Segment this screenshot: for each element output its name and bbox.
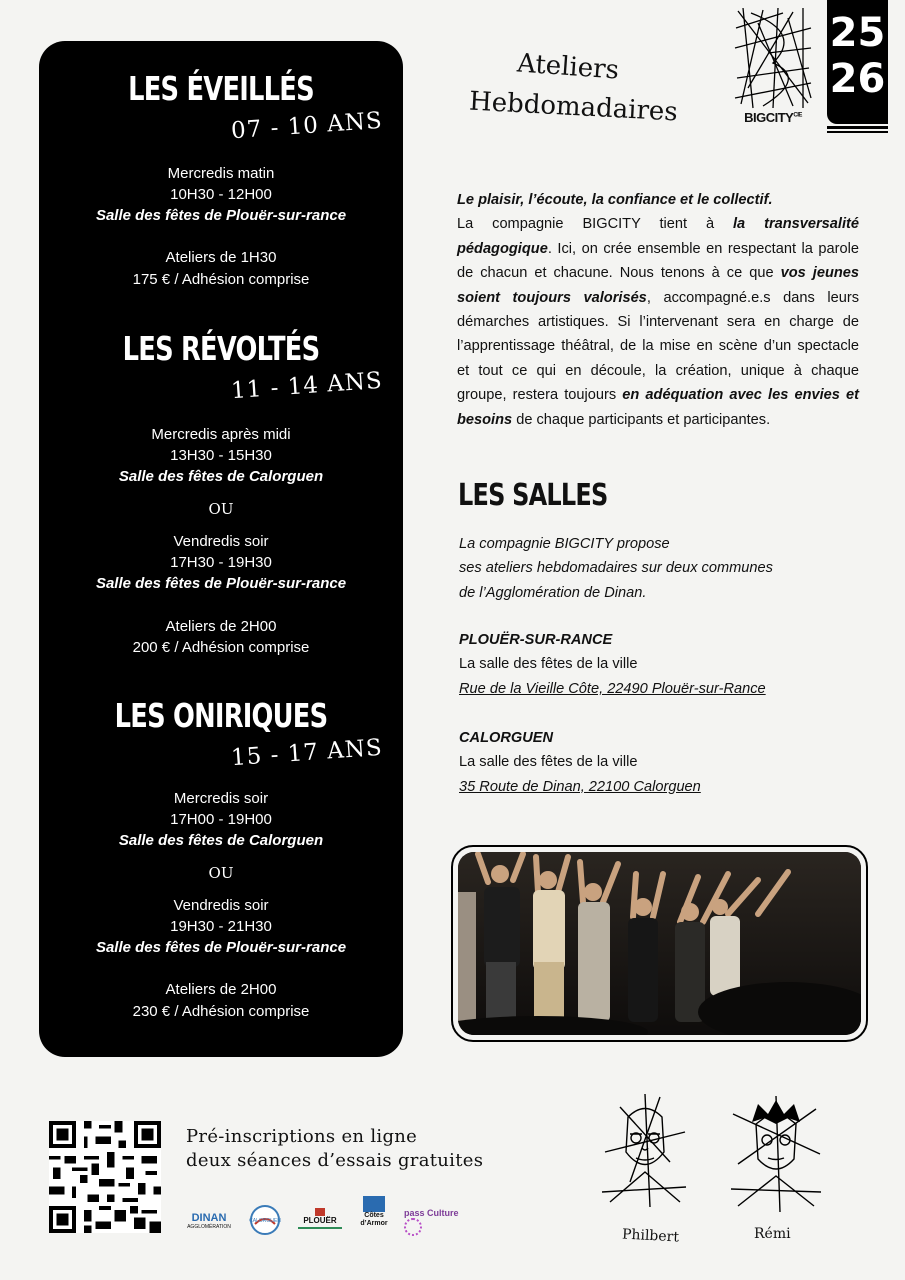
intro-lead: Le plaisir, l’écoute, la confiance et le collectif. bbox=[457, 192, 773, 208]
partner-plouer-logo: PLOUËR bbox=[298, 1208, 342, 1229]
qr-code-icon[interactable] bbox=[49, 1121, 161, 1233]
group-ages-oniriques: 15 - 17 ANS bbox=[230, 734, 384, 772]
slot-day: Mercredis après midi bbox=[151, 426, 291, 443]
preinscription-note bbox=[186, 1125, 483, 1173]
slot-day: Mercredis matin bbox=[167, 165, 275, 182]
salles-intro bbox=[459, 532, 879, 605]
intro-highlight: la transversalité pédagogique bbox=[457, 216, 859, 257]
intro-text: La compagnie BIGCITY tient à bbox=[457, 216, 733, 233]
workshops-panel bbox=[39, 41, 403, 1057]
workshop-duration: Ateliers de 2H00 bbox=[165, 618, 277, 635]
slot-time: 19H30 - 21H30 bbox=[170, 918, 272, 935]
group-title-revoltes: LES RÉVOLTÉS bbox=[122, 329, 320, 368]
slot-time: 10H30 - 12H00 bbox=[170, 186, 272, 203]
title-hebdomadaires: Hebdomadaires bbox=[468, 86, 679, 128]
stage-photo bbox=[458, 852, 861, 1035]
slot-venue: Salle des fêtes de Calorguen bbox=[118, 832, 324, 849]
venue-address-link[interactable]: Rue de la Vieille Côte, 22490 Plouër-sur-Rance bbox=[459, 680, 766, 697]
partner-calorguen-logo: CALORGUEN bbox=[246, 1204, 284, 1224]
season-year-bottom: 26 bbox=[829, 56, 886, 102]
workshop-duration: Ateliers de 2H00 bbox=[165, 981, 277, 998]
group-ages-revoltes: 11 - 14 ANS bbox=[230, 367, 384, 405]
venue-plouer bbox=[459, 628, 879, 701]
slot-time: 17H00 - 19H00 bbox=[170, 811, 272, 828]
partner-pass-culture-logo: pass Culture bbox=[404, 1208, 460, 1236]
stage-photo-image bbox=[458, 852, 861, 1035]
slot-day: Vendredis soir bbox=[173, 897, 269, 914]
venue-town: CALORGUEN bbox=[459, 730, 554, 746]
intro-text: , accompagné.e.s dans leurs démarches artistiques. Si l’intervenant sera en charge de l’apprentissage théâtral, de la mise en scène d’un spectacle et tout ce qui en découle, la création, unique à chaque groupe, restera toujours bbox=[457, 289, 859, 404]
portrait-remi-icon bbox=[728, 1094, 824, 1214]
season-year-top: 25 bbox=[829, 10, 886, 56]
slot-day: Vendredis soir bbox=[173, 533, 269, 550]
venue-place: La salle des fêtes de la ville bbox=[459, 754, 638, 771]
partner-cotes-armor-logo: Côtes d’Armor bbox=[359, 1196, 389, 1228]
venue-town: PLOUËR-SUR-RANCE bbox=[459, 632, 613, 648]
preinscription-line: deux séances d’essais gratuites bbox=[186, 1150, 484, 1171]
or-separator: OU bbox=[208, 864, 234, 882]
salles-intro-line: ses ateliers hebdomadaires sur deux communes bbox=[459, 560, 773, 577]
intro-text: . Ici, on crée ensemble en respectant la parole de chacun et chacune. Nous tenons à ce que bbox=[457, 240, 859, 282]
slot-venue: Salle des fêtes de Calorguen bbox=[118, 468, 324, 485]
intro-highlight: vos jeunes soient toujours valorisés bbox=[457, 265, 860, 306]
badge-underline bbox=[827, 126, 888, 129]
pass-culture-icon bbox=[404, 1218, 422, 1236]
season-badge bbox=[827, 0, 888, 124]
partner-dinan-logo: DINAN AGGLOMÉRATION bbox=[187, 1212, 231, 1230]
intro-paragraph bbox=[457, 188, 859, 432]
instructor-name: Philbert bbox=[621, 1226, 680, 1246]
group-title-eveilles: LES ÉVEILLÉS bbox=[128, 69, 314, 108]
instructor-name: Rémi bbox=[754, 1226, 791, 1242]
portrait-philbert-icon bbox=[600, 1092, 688, 1212]
intro-highlight: en adéquation avec les envies et besoins bbox=[457, 387, 859, 428]
badge-underline bbox=[827, 131, 888, 133]
plouer-wave-icon bbox=[298, 1227, 342, 1229]
preinscription-line[interactable]: Pré-inscriptions en ligne bbox=[186, 1126, 418, 1147]
venue-address-link[interactable]: 35 Route de Dinan, 22100 Calorguen bbox=[459, 778, 701, 795]
slot-venue: Salle des fêtes de Plouër-sur-rance bbox=[95, 207, 347, 224]
venue-calorguen bbox=[459, 726, 879, 799]
logo-text: $BIGCITY^{CIE}$ bbox=[744, 110, 802, 125]
salles-title: LES SALLES bbox=[458, 478, 608, 513]
slot-time: 13H30 - 15H30 bbox=[170, 447, 272, 464]
venue-place: La salle des fêtes de la ville bbox=[459, 656, 638, 673]
workshop-price: 200 € / Adhésion comprise bbox=[132, 639, 310, 656]
workshop-price: 175 € / Adhésion comprise bbox=[132, 271, 310, 288]
title-ateliers: Ateliers bbox=[516, 48, 620, 86]
workshop-duration: Ateliers de 1H30 bbox=[165, 249, 277, 266]
slot-time: 17H30 - 19H30 bbox=[170, 554, 272, 571]
salles-intro-line: de l’Agglomération de Dinan. bbox=[459, 584, 647, 601]
salles-intro-line: La compagnie BIGCITY propose bbox=[459, 536, 670, 552]
slot-venue: Salle des fêtes de Plouër-sur-rance bbox=[95, 575, 347, 592]
or-separator: OU bbox=[208, 500, 234, 518]
group-title-oniriques: LES ONIRIQUES bbox=[114, 696, 328, 735]
group-ages-eveilles: 07 - 10 ANS bbox=[230, 107, 384, 145]
cotes-armor-icon bbox=[363, 1196, 385, 1212]
workshop-price: 230 € / Adhésion comprise bbox=[132, 1003, 310, 1020]
slot-day: Mercredis soir bbox=[173, 790, 269, 807]
intro-text: de chaque participants et participantes. bbox=[512, 411, 771, 428]
slot-venue: Salle des fêtes de Plouër-sur-rance bbox=[95, 939, 347, 956]
plouer-crest-icon bbox=[315, 1208, 325, 1216]
